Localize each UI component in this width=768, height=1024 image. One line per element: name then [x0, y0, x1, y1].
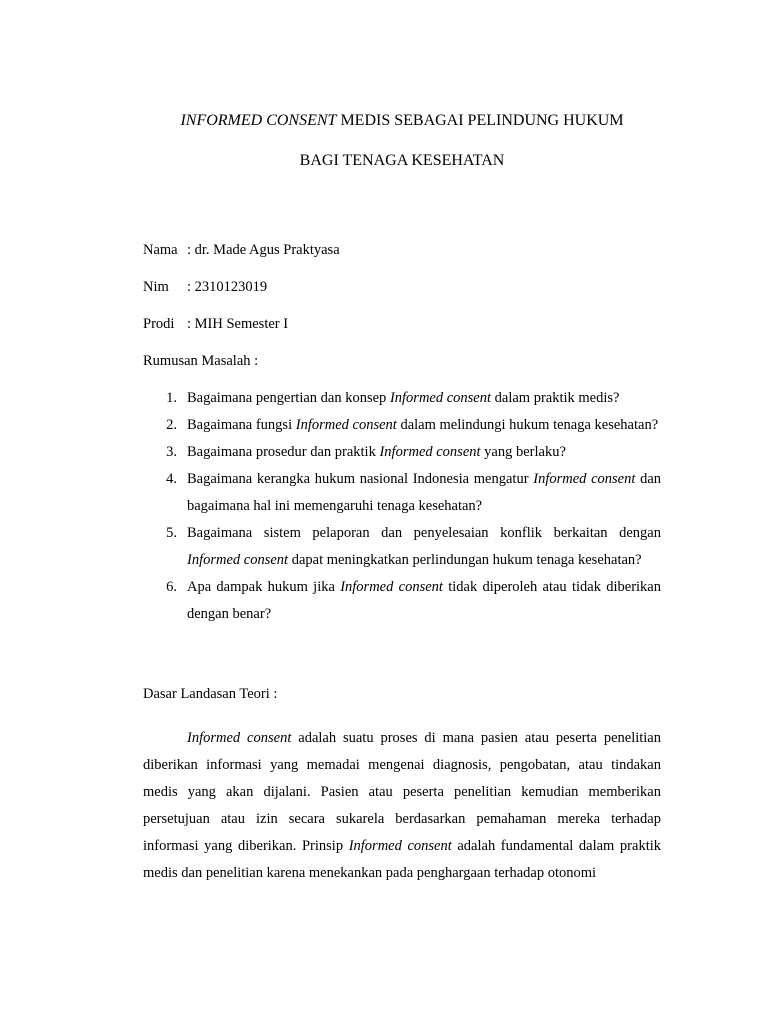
document-title-line-1 [143, 107, 661, 134]
list-item-text-before: Apa dampak hukum jika [187, 579, 341, 595]
list-item-number: 1. [166, 390, 177, 406]
meta-label-prodi: Prodi [143, 316, 175, 332]
theory-paragraph [143, 725, 661, 887]
list-item-text [187, 466, 661, 520]
list-item-text-after: dalam melindungi hukum tenaga kesehatan? [396, 417, 659, 433]
problem-list [143, 385, 661, 628]
list-item-text [187, 520, 661, 574]
paragraph-text-1: adalah suatu proses di mana pasien atau peserta penelitian diberikan informasi yang memadai mengenai diagnosis, pengobatan, atau tindakan medis yang akan dijalani. Pasien atau peserta penelitian kemudian memberikan persetujuan atau izin secara sukarela berdasarkan pemahaman mereka terhadap informasi yang diberikan. Prinsip [143, 730, 661, 854]
paragraph-text-2: adalah fundamental dalam praktik medis dan penelitian karena menekankan pada penghargaan terhadap otonomi [143, 838, 662, 881]
title-line-1-rest: MEDIS SEBAGAI PELINDUNG HUKUM [336, 112, 624, 129]
list-item-text-after: dapat meningkatkan perlindungan hukum tenaga kesehatan? [288, 552, 642, 568]
rumusan-masalah-heading: Rumusan Masalah : [143, 353, 259, 369]
list-item-text [187, 574, 661, 628]
title-italic-term: INFORMED CONSENT [180, 112, 337, 129]
paragraph-italic-term-1: Informed consent [187, 730, 292, 746]
list-item [143, 412, 661, 439]
list-item [143, 385, 661, 412]
list-item-italic-term: Informed consent [379, 444, 481, 460]
meta-row-nim [143, 274, 661, 301]
meta-label-nama: Nama [143, 242, 178, 258]
list-item-italic-term: Informed consent [295, 417, 397, 433]
meta-value-nama: : dr. Made Agus Praktyasa [187, 242, 340, 258]
list-item-text [187, 385, 661, 412]
list-item [143, 466, 661, 520]
document-content [143, 107, 661, 902]
meta-row-nama [143, 237, 661, 264]
list-item-number: 2. [166, 417, 177, 433]
list-item-italic-term: Informed consent [533, 471, 636, 487]
list-item-text-after: dan bagaimana hal ini memengaruhi tenaga kesehatan? [187, 471, 662, 514]
list-item-number: 6. [166, 579, 177, 595]
list-item-text-before: Bagaimana prosedur dan praktik [187, 444, 380, 460]
list-item [143, 574, 661, 628]
list-item-text-after: dalam praktik medis? [491, 390, 620, 406]
list-item-text-before: Bagaimana fungsi [187, 417, 296, 433]
list-item-text-before: Bagaimana pengertian dan konsep [187, 390, 390, 406]
list-item-number: 4. [166, 471, 177, 487]
list-item-italic-term: Informed consent [187, 552, 289, 568]
list-item-text-after: tidak diperoleh atau tidak diberikan dengan benar? [187, 579, 661, 622]
meta-value-nim: : 2310123019 [187, 279, 268, 295]
list-item-text-after: yang berlaku? [480, 444, 566, 460]
list-item-text-before: Bagaimana sistem pelaporan dan penyelesaian konflik berkaitan dengan [187, 525, 661, 541]
list-item-text [187, 439, 661, 466]
list-item-italic-term: Informed consent [340, 579, 443, 595]
paragraph-italic-term-2: Informed consent [348, 838, 452, 854]
document-title-line-2: BAGI TENAGA KESEHATAN [299, 152, 505, 169]
dasar-landasan-teori-heading: Dasar Landasan Teori : [143, 686, 278, 702]
meta-label-nim: Nim [143, 279, 169, 295]
meta-row-prodi [143, 311, 661, 338]
list-item [143, 520, 661, 574]
student-info [143, 237, 661, 338]
list-item-number: 5. [166, 525, 177, 541]
list-item [143, 439, 661, 466]
list-item-italic-term: Informed consent [389, 390, 492, 406]
list-item-text-before: Bagaimana kerangka hukum nasional Indonesia mengatur [187, 471, 534, 487]
meta-value-prodi: : MIH Semester I [187, 316, 289, 332]
list-item-text [187, 412, 661, 439]
list-item-number: 3. [166, 444, 177, 460]
